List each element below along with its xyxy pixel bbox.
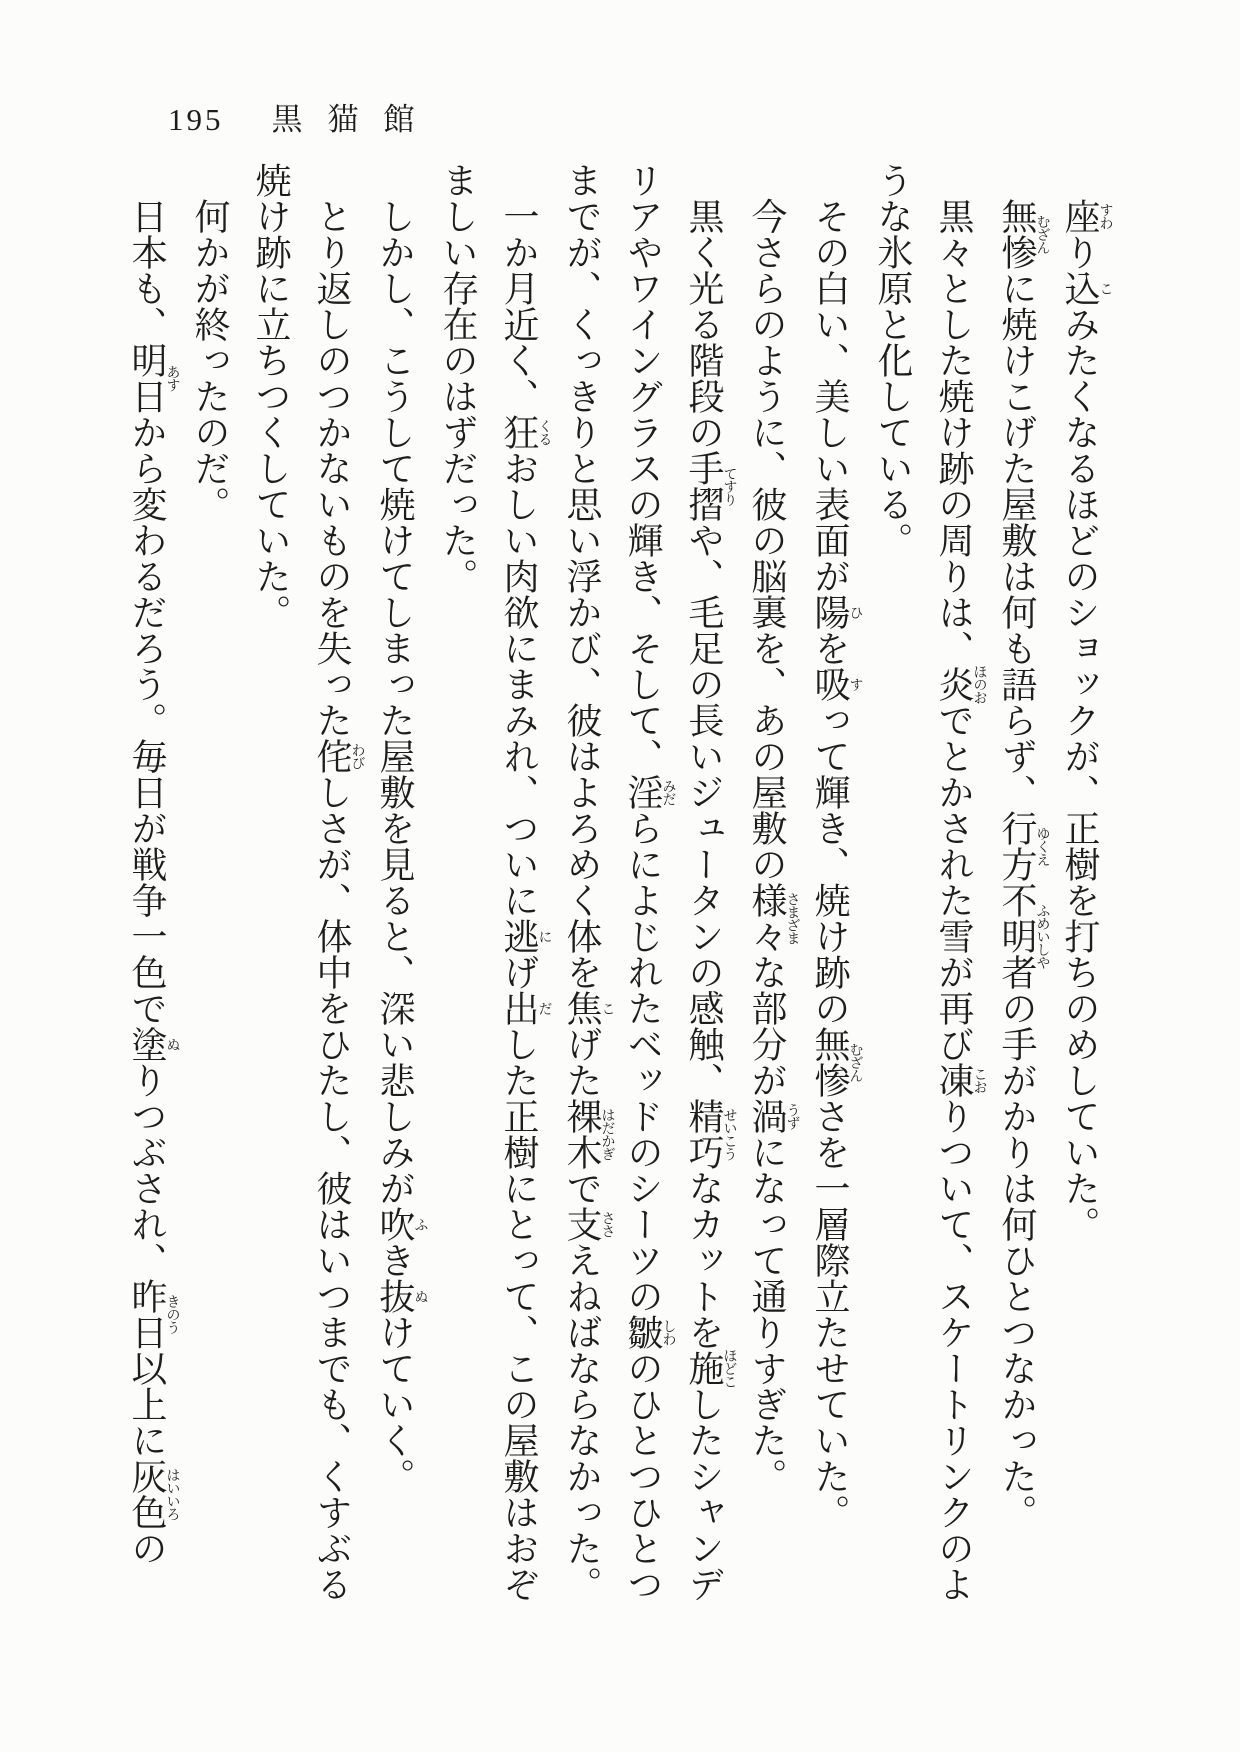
furigana: あす — [164, 342, 180, 414]
paragraph: その白い、美しい表面が陽ひを吸すって輝き、焼け跡の無惨むざんさを一層際立たせていた。 — [810, 198, 863, 1530]
ruby-annotated-text: 逃に — [499, 918, 552, 954]
furigana: ぬ — [412, 1278, 428, 1314]
paragraph: 今さらのように、彼の脳裏を、あの屋敷の様々さまざまな部分が渦うずになって通りすぎた。 — [747, 198, 800, 1494]
ruby-annotated-text: 淫みだ — [623, 774, 676, 810]
paragraph: とり返しのつかないものを失った侘わびしさが、体中をひたし、彼はいつまでも、くすぶる焼け跡に立ちつくしていた。 — [251, 162, 365, 1602]
furigana: ひ — [847, 594, 863, 630]
ruby-annotated-text: 凍こお — [934, 1062, 987, 1098]
furigana: しわ — [660, 1314, 676, 1350]
furigana: こ — [599, 990, 615, 1026]
ruby-annotated-text: 様々さまざま — [747, 882, 800, 954]
vertical-text-block — [127, 162, 1113, 1614]
ruby-annotated-text: 込こ — [1060, 270, 1113, 306]
paragraph: 黒く光る階段の手摺てすりや、毛足の長いジュータンの感触、精巧せいこうなカットを施ほどこしたシャンデリアやワイングラスの輝き、そして、淫みだらによじれたベッドのシーツの皺しわのひとつひとつまでが、くっきりと思い浮かび、彼はよろめく体を焦こげた裸木はだかぎで支ささえねばならなかった。 — [562, 162, 737, 1602]
ruby-annotated-text: 支ささ — [562, 1206, 615, 1242]
furigana: ふめいしや — [1034, 882, 1050, 990]
furigana: だ — [536, 990, 552, 1026]
ruby-annotated-text: 狂くる — [499, 414, 552, 450]
furigana: こお — [971, 1062, 987, 1098]
furigana: す — [847, 666, 863, 702]
ruby-annotated-text: 侘わび — [312, 738, 365, 774]
ruby-annotated-text: 抜ぬ — [375, 1278, 428, 1314]
ruby-annotated-text: 明日あす — [127, 342, 180, 414]
ruby-annotated-text: 吸す — [810, 666, 863, 702]
paragraph: 何かが終ったのだ。 — [190, 198, 230, 522]
ruby-annotated-text: 手摺てすり — [684, 450, 737, 522]
ruby-annotated-text: 焦こ — [562, 990, 615, 1026]
furigana: むざん — [847, 1026, 863, 1098]
ruby-annotated-text: 灰色はいいろ — [127, 1458, 180, 1530]
furigana: うず — [784, 1098, 800, 1134]
running-title: 黒猫館 — [271, 102, 440, 137]
furigana: ふ — [412, 1206, 428, 1242]
ruby-annotated-text: 裸木はだかぎ — [562, 1098, 615, 1170]
furigana: むざん — [1034, 198, 1050, 270]
page-header — [168, 94, 440, 139]
page-number: 195 — [168, 102, 224, 137]
furigana: きのう — [164, 1278, 180, 1350]
paragraph: 一か月近く、狂くるおしい肉欲にまみれ、ついに逃にげ出だした正樹にとって、この屋敷はおぞましい存在のはずだった。 — [438, 162, 552, 1602]
paragraph: 座すわり込こみたくなるほどのショックが、正樹を打ちのめしていた。 — [1060, 198, 1113, 1242]
furigana: こ — [1097, 270, 1113, 306]
furigana: みだ — [660, 774, 676, 810]
furigana: わび — [349, 738, 365, 774]
furigana: すわ — [1097, 198, 1113, 234]
furigana: せいこう — [721, 1098, 737, 1170]
ruby-annotated-text: 座すわ — [1060, 198, 1113, 234]
furigana: に — [536, 918, 552, 954]
ruby-annotated-text: 精巧せいこう — [684, 1098, 737, 1170]
ruby-annotated-text: 吹ふ — [375, 1206, 428, 1242]
furigana: ほのお — [971, 664, 987, 704]
ruby-annotated-text: 塗ぬ — [127, 1026, 180, 1062]
ruby-annotated-text: 皺しわ — [623, 1314, 676, 1350]
ruby-annotated-text: 無惨むざん — [997, 198, 1050, 270]
paragraph: 黒々とした焼け跡の周りは、炎ほのおでとかされた雪が再び凍こおりついて、スケートリンクのような氷原と化している。 — [873, 162, 987, 1602]
furigana: はだかぎ — [599, 1098, 615, 1170]
furigana: ささ — [599, 1206, 615, 1242]
furigana: はいいろ — [164, 1458, 180, 1530]
ruby-annotated-text: 陽ひ — [810, 594, 863, 630]
furigana: ゆくえ — [1034, 810, 1050, 882]
ruby-annotated-text: 昨日きのう — [127, 1278, 180, 1350]
ruby-annotated-text: 渦うず — [747, 1098, 800, 1134]
furigana: ほどこ — [721, 1348, 737, 1388]
ruby-annotated-text: 行方ゆくえ — [997, 810, 1050, 882]
paragraph: しかし、こうして焼けてしまった屋敷を見ると、深い悲しみが吹ふき抜ぬけていく。 — [375, 198, 428, 1494]
furigana: ぬ — [164, 1026, 180, 1062]
furigana: さまざま — [784, 882, 800, 954]
paragraph: 無惨むざんに焼けこげた屋敷は何も語らず、行方ゆくえ不明者ふめいしやの手がかりは何ひとつなかった。 — [997, 198, 1050, 1530]
ruby-annotated-text: 施ほどこ — [684, 1348, 737, 1388]
furigana: くる — [536, 414, 552, 450]
ruby-annotated-text: 出だ — [499, 990, 552, 1026]
furigana: てすり — [721, 450, 737, 522]
ruby-annotated-text: 炎ほのお — [934, 664, 987, 704]
paragraph: 日本も、明日あすから変わるだろう。毎日が戦争一色で塗ぬりつぶされ、昨日きのう以上に灰色はいいろの — [127, 198, 180, 1566]
ruby-annotated-text: 無惨むざん — [810, 1026, 863, 1098]
ruby-annotated-text: 不明者ふめいしや — [997, 882, 1050, 990]
